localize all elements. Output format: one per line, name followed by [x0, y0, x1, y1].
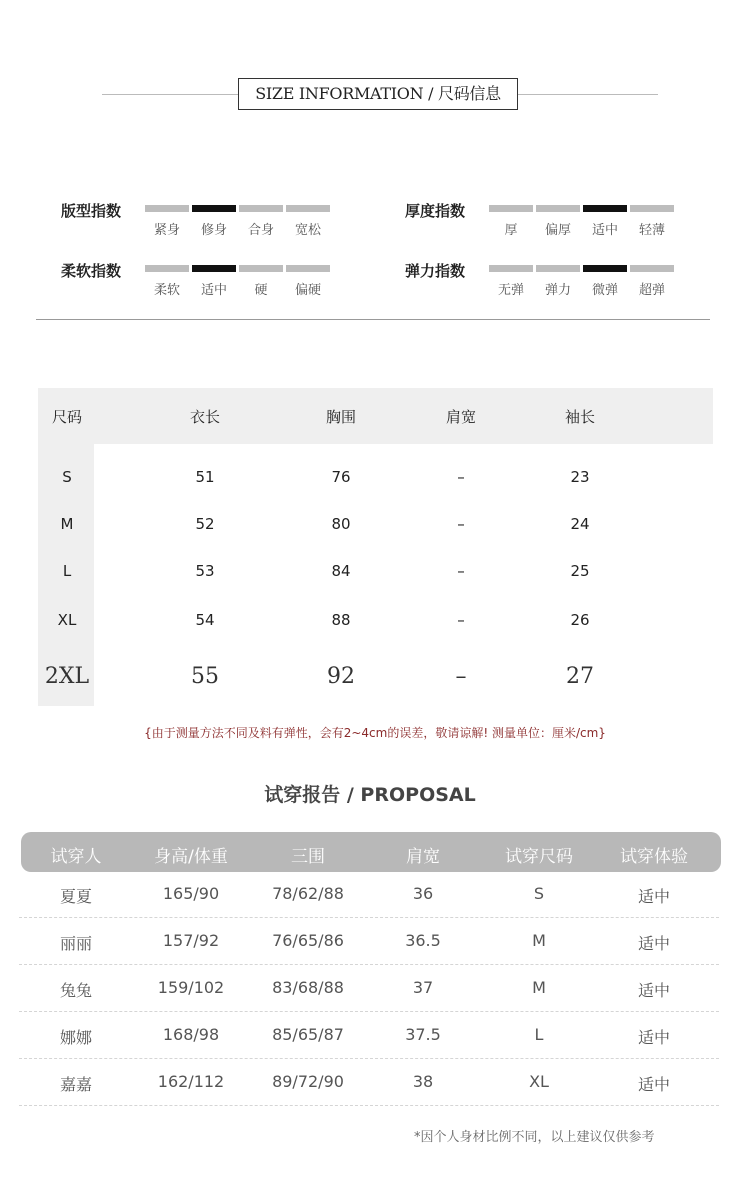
size-header-cell: 肩宽 — [445, 408, 476, 426]
proposal-cell: S — [533, 884, 545, 903]
index-segment — [489, 265, 533, 272]
index-label: 厚度指数 — [405, 202, 466, 220]
size-label: L — [62, 562, 72, 580]
size-label: XL — [57, 611, 77, 629]
index-option: 适中 — [200, 283, 227, 298]
measurement-note: {由于测量方法不同及料有弹性，会有2~4cm的误差，敬请谅解! 测量单位：厘米/cm} — [144, 726, 606, 740]
proposal-cell: 37 — [412, 978, 434, 997]
proposal-cell: 85/65/87 — [272, 1025, 344, 1044]
index-bar — [145, 205, 330, 212]
proposal-cell: 适中 — [637, 934, 670, 953]
proposal-cell: M — [532, 978, 546, 997]
size-cell: 92 — [327, 664, 355, 689]
index-options — [145, 219, 330, 238]
proposal-cell: 159/102 — [157, 978, 225, 997]
row-divider — [19, 1058, 719, 1059]
index-option: 弹力 — [544, 283, 571, 298]
index-segment-active — [583, 265, 627, 272]
size-cell: 80 — [331, 515, 351, 533]
size-cell: 88 — [331, 611, 351, 629]
size-label: M — [60, 515, 74, 533]
tester-name: 夏夏 — [59, 887, 92, 906]
proposal-cell: 38 — [412, 1072, 434, 1091]
proposal-cell: 165/90 — [162, 884, 220, 903]
index-option: 微弹 — [591, 283, 618, 298]
index-options — [145, 279, 330, 298]
proposal-cell: 78/62/88 — [272, 884, 344, 903]
index-segment — [286, 205, 330, 212]
index-segment-active — [583, 205, 627, 212]
size-header-cell: 衣长 — [189, 408, 220, 426]
index-segment — [630, 265, 674, 272]
proposal-cell: 适中 — [637, 981, 670, 1000]
index-segment — [239, 265, 283, 272]
header-line-left — [102, 94, 238, 95]
proposal-cell: 适中 — [637, 1075, 670, 1094]
proposal-header-cell: 三围 — [291, 847, 325, 867]
tester-name: 丽丽 — [59, 934, 92, 953]
proposal-header-cell: 身高/体重 — [154, 847, 228, 867]
index-segment — [536, 265, 580, 272]
tester-name: 嘉嘉 — [59, 1075, 92, 1094]
size-cell: 23 — [570, 468, 590, 486]
size-cell: 54 — [195, 611, 215, 629]
size-cell: 51 — [195, 468, 215, 486]
index-segment-active — [192, 265, 236, 272]
index-option: 紧身 — [153, 223, 180, 238]
size-cell: – — [457, 611, 465, 629]
proposal-cell: 适中 — [637, 1028, 670, 1047]
proposal-header-cell: 试穿尺码 — [505, 847, 573, 867]
size-cell: – — [457, 562, 465, 580]
index-option: 适中 — [591, 223, 618, 238]
index-segment — [286, 265, 330, 272]
index-label: 柔软指数 — [61, 262, 122, 280]
index-option: 硬 — [254, 283, 268, 298]
index-option: 无弹 — [497, 283, 524, 298]
size-cell: 24 — [570, 515, 590, 533]
size-cell: 27 — [566, 664, 594, 689]
size-cell: 53 — [195, 562, 215, 580]
size-cell: – — [457, 468, 465, 486]
size-cell: 26 — [570, 611, 590, 629]
index-option: 柔软 — [153, 283, 180, 298]
index-segment-active — [192, 205, 236, 212]
proposal-cell: 37.5 — [405, 1025, 441, 1044]
index-segment — [536, 205, 580, 212]
proposal-cell: L — [534, 1025, 544, 1044]
section-title: SIZE INFORMATION / 尺码信息 — [238, 78, 518, 110]
index-segment — [145, 265, 189, 272]
index-option: 超弹 — [638, 283, 665, 298]
tester-name: 兔兔 — [59, 981, 92, 1000]
size-cell: 52 — [195, 515, 215, 533]
proposal-header-cell: 试穿体验 — [620, 847, 688, 867]
row-divider — [19, 917, 719, 918]
proposal-header-cell: 肩宽 — [406, 847, 440, 867]
index-option: 合身 — [247, 223, 274, 238]
size-cell: – — [457, 515, 465, 533]
proposal-cell: 适中 — [637, 887, 670, 906]
proposal-cell: 157/92 — [162, 931, 220, 950]
size-header-cell: 袖长 — [564, 408, 595, 426]
index-bar — [145, 265, 330, 272]
proposal-cell: 168/98 — [162, 1025, 220, 1044]
size-cell: 76 — [331, 468, 351, 486]
index-options — [489, 219, 674, 238]
index-bar — [489, 265, 674, 272]
row-divider — [19, 964, 719, 965]
proposal-cell: 89/72/90 — [272, 1072, 344, 1091]
size-label: 2XL — [44, 664, 90, 689]
proposal-title: 试穿报告 / PROPOSAL — [264, 784, 476, 806]
size-cell: 84 — [331, 562, 351, 580]
index-bar — [489, 205, 674, 212]
divider — [36, 319, 710, 320]
proposal-cell: 36.5 — [405, 931, 441, 950]
size-cell: – — [455, 664, 467, 689]
proposal-cell: 83/68/88 — [272, 978, 344, 997]
proposal-cell: M — [532, 931, 546, 950]
size-cell: 25 — [570, 562, 590, 580]
index-option: 厚 — [504, 223, 518, 238]
header-line-right — [518, 94, 658, 95]
proposal-cell: XL — [529, 1072, 549, 1091]
index-option: 偏硬 — [294, 283, 321, 298]
size-label: S — [62, 468, 72, 486]
index-segment — [630, 205, 674, 212]
index-label: 版型指数 — [61, 202, 122, 220]
size-header-cell: 尺码 — [51, 408, 82, 426]
index-option: 轻薄 — [638, 223, 665, 238]
size-cell: 55 — [191, 664, 219, 689]
index-option: 偏厚 — [544, 223, 571, 238]
proposal-cell: 36 — [412, 884, 434, 903]
index-option: 宽松 — [294, 223, 321, 238]
proposal-header-cell: 试穿人 — [50, 847, 102, 867]
index-segment — [239, 205, 283, 212]
proposal-cell: 162/112 — [157, 1072, 225, 1091]
row-divider — [19, 1011, 719, 1012]
index-segment — [489, 205, 533, 212]
index-option: 修身 — [200, 223, 227, 238]
proposal-cell: 76/65/86 — [272, 931, 344, 950]
index-segment — [145, 205, 189, 212]
tester-name: 娜娜 — [59, 1028, 92, 1047]
index-label: 弹力指数 — [405, 262, 466, 280]
proposal-footnote: *因个人身材比例不同，以上建议仅供参考 — [414, 1130, 655, 1145]
row-divider — [19, 1105, 719, 1106]
index-options — [489, 279, 674, 298]
size-header-cell: 胸围 — [325, 408, 356, 426]
